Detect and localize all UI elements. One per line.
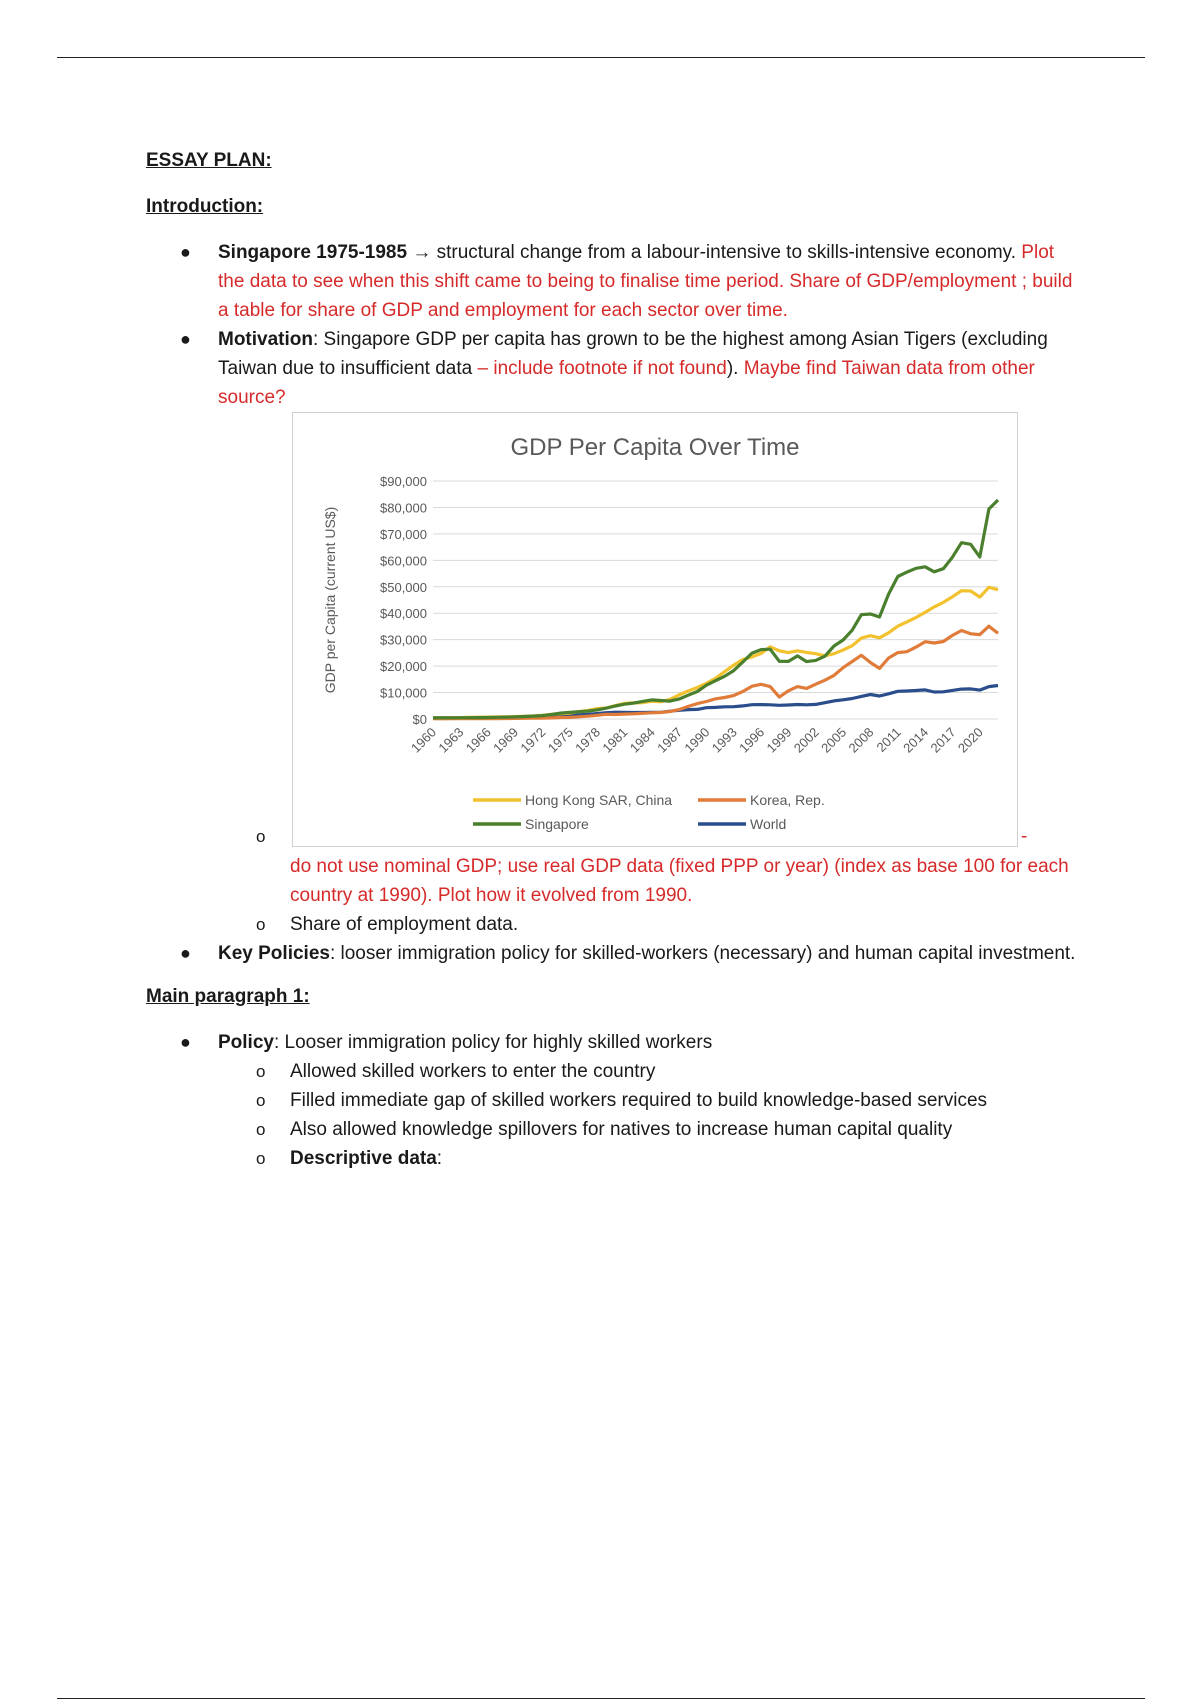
- bullet-comment: Maybe find Taiwan data from other source?: [218, 358, 1035, 408]
- intro-list: [146, 238, 1076, 968]
- circle-bullet-icon: o: [256, 1120, 266, 1139]
- x-tick-label: 2020: [954, 724, 986, 756]
- main1-list: [146, 1028, 1076, 1173]
- x-tick-label: 1960: [408, 724, 440, 756]
- legend-label: Korea, Rep.: [750, 792, 825, 808]
- list-item: [146, 1144, 1076, 1173]
- y-tick-label: $80,000: [380, 500, 427, 516]
- list-item: [146, 910, 1076, 939]
- list-item: [146, 238, 1076, 325]
- legend-label: World: [750, 816, 787, 832]
- y-tick-label: $40,000: [380, 606, 427, 622]
- y-tick-label: $10,000: [380, 685, 427, 701]
- motivation-sublist: [218, 412, 1076, 939]
- bullet-bold: Motivation: [218, 329, 313, 350]
- x-tick-label: 1984: [626, 724, 658, 756]
- chart-svg: [293, 413, 1017, 846]
- list-item: [146, 325, 1076, 939]
- circle-bullet-icon: o: [256, 1062, 266, 1081]
- bullet-text: : Looser immigration policy for highly skilled workers: [273, 1032, 713, 1053]
- x-tick-label: 1981: [599, 724, 631, 756]
- x-tick-label: 1996: [736, 724, 768, 756]
- y-tick-label: $90,000: [380, 474, 427, 489]
- x-tick-label: 1999: [763, 724, 795, 756]
- arrow-icon: →: [407, 242, 437, 263]
- list-item: [146, 1028, 1076, 1173]
- bullet-bold: Policy: [218, 1032, 274, 1053]
- sub-bold: Descriptive data: [290, 1148, 437, 1169]
- bullet-text: : Singapore GDP per capita has grown to be the highest among Asian Tigers (excluding Taiwan due to insufficient data: [218, 329, 1048, 379]
- x-tick-label: 1993: [708, 724, 740, 756]
- y-tick-label: $50,000: [380, 579, 427, 595]
- list-item: [146, 412, 1076, 852]
- legend-label: Hong Kong SAR, China: [525, 792, 673, 808]
- x-tick-label: 2002: [790, 724, 822, 756]
- series-line-world: [433, 686, 998, 718]
- x-tick-label: 1966: [462, 724, 494, 756]
- x-tick-label: 1978: [572, 724, 604, 756]
- y-tick-label: $70,000: [380, 526, 427, 542]
- sub-text: Also allowed knowledge spillovers for natives to increase human capital quality: [290, 1119, 953, 1140]
- y-axis-label: GDP per Capita (current US$): [322, 506, 338, 694]
- x-tick-label: 1987: [654, 724, 686, 756]
- x-tick-label: 1975: [544, 724, 576, 756]
- bottom-rule: [57, 1698, 1145, 1699]
- x-tick-label: 2005: [818, 724, 850, 756]
- introduction-heading: Introduction:: [146, 196, 264, 217]
- x-tick-label: 1963: [435, 724, 467, 756]
- sub-text: :: [436, 1148, 443, 1169]
- x-tick-label: 2011: [873, 724, 904, 755]
- policy-sublist: [218, 1057, 1076, 1173]
- y-tick-label: $60,000: [380, 553, 427, 569]
- list-item: [146, 852, 1076, 910]
- dash-comment: -: [1021, 826, 1028, 847]
- bullet-text: : looser immigration policy for skilled-workers (necessary) and human capital investment.: [329, 943, 1076, 964]
- x-tick-label: 2008: [845, 724, 877, 756]
- bullet-bold: Key Policies: [218, 943, 330, 964]
- bullet-text: structural change from a labour-intensive to skills-intensive economy.: [436, 242, 1022, 263]
- series-line-singapore: [433, 500, 998, 718]
- circle-bullet-icon: o: [256, 1091, 266, 1110]
- x-tick-label: 2017: [927, 724, 959, 756]
- bullet-comment: Plot the data to see when this shift came to being to finalise time period. Share of GDP/employment ; build a table for share of GDP and employment for each sector over time.: [218, 242, 1073, 321]
- y-tick-label: $30,000: [380, 632, 427, 648]
- list-item: [146, 1115, 1076, 1144]
- bullet-icon: ●: [180, 943, 191, 963]
- bullet-icon: ●: [180, 1032, 191, 1052]
- x-tick-label: 1969: [490, 724, 522, 756]
- gdp-chart: [292, 412, 1018, 847]
- x-tick-label: 2014: [900, 724, 932, 756]
- list-item: [146, 1086, 1076, 1115]
- circle-bullet-icon: o: [256, 1149, 266, 1168]
- legend-label: Singapore: [525, 816, 589, 832]
- document-body: [146, 146, 1076, 1187]
- sub-text: Allowed skilled workers to enter the country: [290, 1061, 656, 1082]
- share-employment-text: Share of employment data.: [290, 914, 519, 935]
- sub-text: Filled immediate gap of skilled workers required to build knowledge-based services: [290, 1090, 988, 1111]
- x-tick-label: 1990: [681, 724, 713, 756]
- chart-note-comment: do not use nominal GDP; use real GDP data (fixed PPP or year) (index as base 100 for each country at 1990). Plot how it evolved from 1990.: [290, 856, 1069, 906]
- bullet-icon: ●: [180, 329, 191, 349]
- list-item: [146, 1057, 1076, 1086]
- essay-plan-heading: ESSAY PLAN:: [146, 150, 272, 171]
- bullet-comment: – include footnote if not found: [477, 358, 727, 379]
- chart-title: GDP Per Capita Over Time: [510, 434, 800, 461]
- main-paragraph-1-heading: Main paragraph 1:: [146, 986, 310, 1007]
- list-item: [146, 939, 1076, 968]
- circle-bullet-icon: o: [256, 915, 266, 934]
- x-tick-label: 1972: [517, 724, 549, 756]
- bullet-text: ).: [726, 358, 744, 379]
- circle-bullet-icon: o: [256, 827, 266, 846]
- bullet-icon: ●: [180, 242, 191, 262]
- top-rule: [57, 57, 1145, 58]
- y-tick-label: $20,000: [380, 659, 427, 675]
- bullet-bold: Singapore 1975-1985: [218, 242, 408, 263]
- y-tick-label: $0: [412, 712, 427, 727]
